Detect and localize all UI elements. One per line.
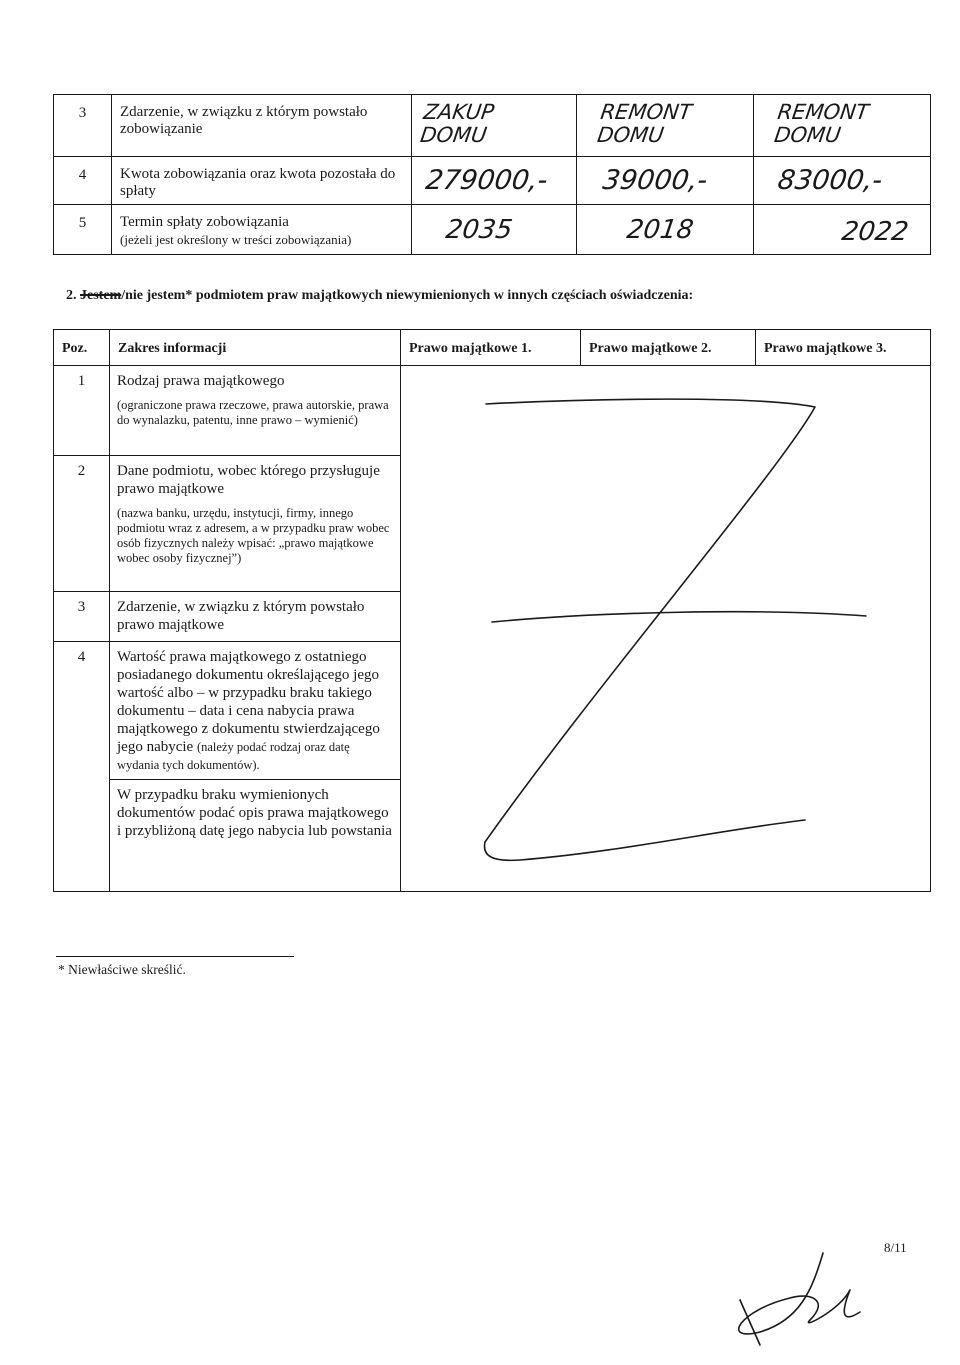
handwritten-cell [412,95,577,157]
header-pos: Poz. [54,330,110,366]
handwritten-cell [754,205,931,255]
footnote-separator [56,956,294,957]
section-number: 2. [66,288,77,303]
header-right-3: Prawo majątkowe 3. [756,330,931,366]
row-label-note: (ograniczone prawa rzeczowe, prawa autorskie, prawa do wynalazku, patentu, inne prawo – wymienić) [117,398,389,427]
row-label-text: Wartość prawa majątkowego z ostatniego posiadanego dokumentu określającego jego wartość albo – w przypadku braku takiego dokumentu – data i cena nabycia prawa majątkowego z dokumentu stwierdzającego jego nabycie [117,649,380,755]
handwritten-value: 2022 [839,217,911,247]
row-number: 3 [54,95,112,157]
property-rights-table [53,329,931,892]
handwritten-cell [577,157,754,205]
signature-mark-tail [740,1300,760,1345]
signature-mark [739,1253,860,1334]
row-label-note: (jeżeli jest określony w treści zobowiązania) [120,232,352,247]
footnote: * Niewłaściwe skreślić. [58,962,186,977]
table-header-row [54,330,931,366]
table-row [54,157,931,205]
row-label-note: (nazwa banku, urzędu, instytucji, firmy, innego podmiotu wraz z adresem, a w przypadku praw wobec osób fizycznych należy wpisać: „prawo majątkowe wobec osoby fizycznej”) [117,506,390,565]
handwritten-value: 2035 [443,215,515,245]
handwritten-value: REMONT DOMU [772,100,871,147]
row-label: Kwota zobowiązania oraz kwota pozostała do spłaty [112,157,412,205]
section-text: /nie jestem* podmiotem praw majątkowych niewymienionych w innych częściach oświadczenia: [121,288,694,303]
row-number: 4 [54,642,110,892]
header-scope: Zakres informacji [110,330,401,366]
table-row [54,366,931,456]
handwritten-cell [754,95,931,157]
struck-blank-area [401,366,931,892]
row-label-text: Rodzaj prawa majątkowego [117,373,285,389]
debts-table [53,94,931,255]
row-number: 1 [54,366,110,456]
handwritten-value: ZAKUP DOMU [418,100,496,147]
row-number: 3 [54,592,110,642]
row-label: Zdarzenie, w związku z którym powstało prawo majątkowe [110,592,401,642]
header-right-2: Prawo majątkowe 2. [581,330,756,366]
handwritten-cell [577,205,754,255]
handwritten-value: 2018 [624,215,696,245]
handwritten-cell [754,157,931,205]
row-label: Zdarzenie, w związku z którym powstało zobowiązanie [112,95,412,157]
row-number: 5 [54,205,112,255]
handwritten-value: 279000,- [423,165,550,196]
section-2-heading [66,288,693,304]
row-label-text: Dane podmiotu, wobec którego przysługuje prawo majątkowe [117,463,380,497]
row-label [110,366,401,456]
handwritten-cell [412,205,577,255]
handwritten-cell [412,157,577,205]
row-label [112,205,412,255]
row-label-text-2: W przypadku braku wymienionych dokumentów podać opis prawa majątkowego i przybliżoną datę jego nabycia lub powstania [110,779,400,840]
row-number: 2 [54,456,110,592]
row-label-text: Termin spłaty zobowiązania [120,214,289,230]
row-label [110,456,401,592]
handwritten-value: REMONT DOMU [595,100,694,147]
handwritten-value: 83000,- [775,165,885,196]
struck-option: Jestem [80,288,122,303]
table-row [54,205,931,255]
handwritten-value: 39000,- [600,165,710,196]
header-right-1: Prawo majątkowe 1. [401,330,581,366]
page-number: 8/11 [884,1240,907,1255]
handwritten-cell [577,95,754,157]
row-number: 4 [54,157,112,205]
table-row [54,95,931,157]
row-label [110,642,401,892]
row-label-note: (należy podać rodzaj oraz datę wydania tych dokumentów). [117,740,350,772]
